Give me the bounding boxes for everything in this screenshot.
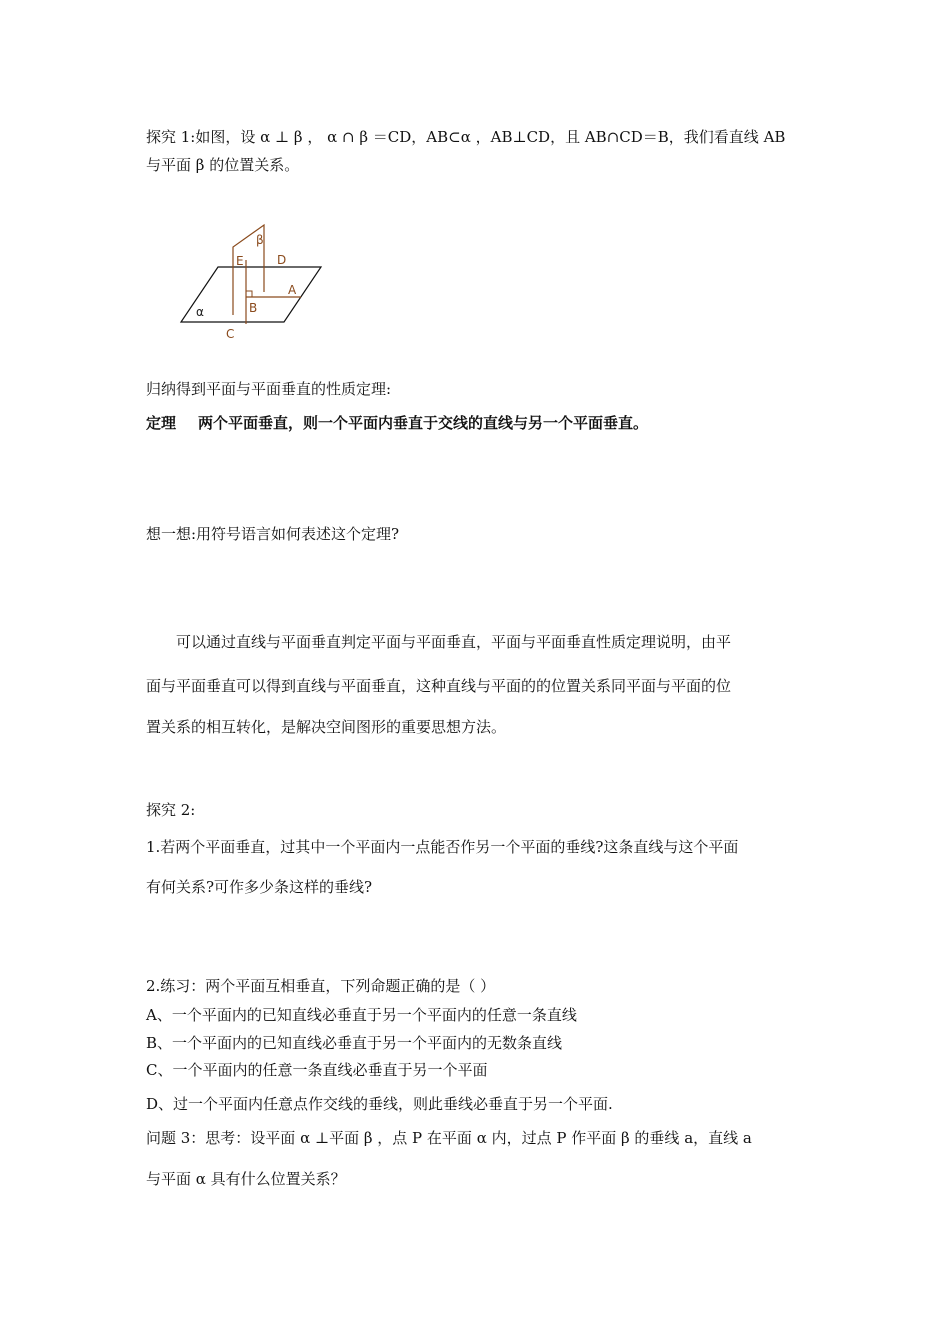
explore1-line1: 探究 1:如图，设 α ⊥ β ， α ∩ β ＝CD，AB⊂α ，AB⊥CD，且 AB∩CD＝B，我们看直线 AB (146, 128, 786, 146)
figure-svg (146, 220, 346, 345)
paragraph-line2: 面与平面垂直可以得到直线与平面垂直，这种直线与平面的的位置关系同平面与平面的位 (146, 677, 732, 695)
paragraph-line3: 置关系的相互转化，是解决空间图形的重要思想方法。 (146, 718, 507, 736)
summary-text: 归纳得到平面与平面垂直的性质定理: (146, 380, 392, 398)
exercise-option-d: D、过一个平面内任意点作交线的垂线，则此垂线必垂直于另一个平面. (146, 1095, 613, 1113)
exercise-option-a: A、一个平面内的已知直线必垂直于另一个平面内的任意一条直线 (146, 1006, 577, 1024)
perpendicular-planes-figure (146, 220, 346, 345)
label-e: E (236, 254, 244, 268)
explore2-title: 探究 2: (146, 801, 196, 819)
explore2-q1-line2: 有何关系?可作多少条这样的垂线? (146, 878, 373, 896)
label-alpha: α (196, 305, 204, 319)
problem3-line1: 问题 3：思考：设平面 α ⊥平面 β ，点 P 在平面 α 内，过点 P 作平面 β 的垂线 a，直线 a (146, 1129, 752, 1147)
theorem-text: 两个平面垂直，则一个平面内垂直于交线的直线与另一个平面垂直。 (198, 414, 649, 432)
explore2-q1-line1: 1.若两个平面垂直，过其中一个平面内一点能否作另一个平面的垂线?这条直线与这个平面 (146, 838, 739, 856)
label-a: A (288, 283, 297, 297)
label-d: D (277, 253, 287, 267)
explore1-line2: 与平面 β 的位置关系。 (146, 156, 300, 174)
theorem (146, 412, 814, 434)
exercise-option-b: B、一个平面内的已知直线必垂直于另一个平面内的无数条直线 (146, 1034, 563, 1052)
theorem-label: 定理 (146, 414, 177, 432)
right-angle-mark (246, 291, 252, 297)
label-c: C (226, 327, 235, 341)
think-prompt: 想一想:用符号语言如何表述这个定理? (146, 525, 400, 543)
exercise-option-c: C、一个平面内的任意一条直线必垂直于另一个平面 (146, 1061, 488, 1079)
problem3-line2: 与平面 α 具有什么位置关系？ (146, 1170, 346, 1188)
paragraph-line1: 可以通过直线与平面垂直判定平面与平面垂直，平面与平面垂直性质定理说明，由平 (176, 633, 732, 651)
label-b: B (249, 301, 258, 315)
label-beta: β (256, 233, 264, 247)
exercise-question: 2.练习：两个平面互相垂直，下列命题正确的是（ ） (146, 977, 496, 995)
